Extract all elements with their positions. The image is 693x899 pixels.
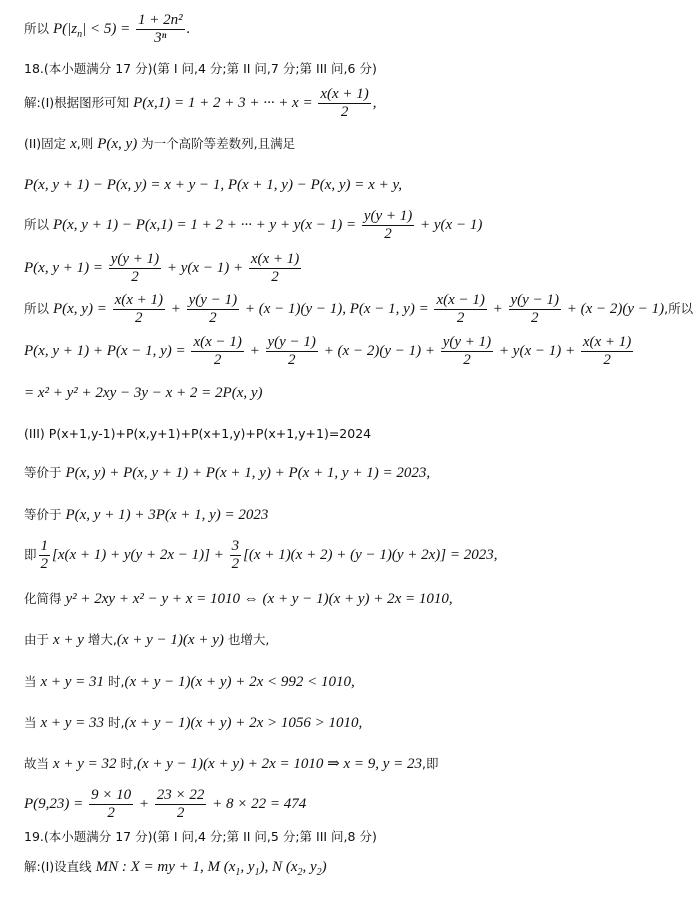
math-run: + <box>245 343 264 360</box>
math-run: P(x, y + 1) − P(x, y) = x + y − 1, P(x + 1, y) − P(x, y) = x + y, <box>24 177 403 193</box>
fraction-denominator: 2 <box>213 352 222 369</box>
text-run: 19.(本小题满分 17 分)(第 I 问,4 分;第 II 问,5 分;第 III 问,8 分) <box>24 829 377 844</box>
text-run: 时, <box>116 756 137 771</box>
fraction-denominator: 2 <box>131 269 139 286</box>
fraction-denominator: 2 <box>603 352 611 369</box>
math-line <box>24 828 377 846</box>
math-run: (x + y − 1)(x + y) + 2x < 992 < 1010, <box>124 674 355 690</box>
fraction <box>318 86 370 122</box>
math-run: + (x − 2)(y − 1) <box>562 301 665 318</box>
text-run: 时, <box>104 674 125 689</box>
fraction-denominator: 2 <box>530 310 539 327</box>
fraction <box>441 334 493 370</box>
math-line <box>24 714 362 732</box>
math-line <box>24 384 263 402</box>
math-run: x <box>70 136 77 152</box>
math-run: P(x, y + 1) + 3P(x + 1, y) = 2023 <box>65 507 269 523</box>
math-run: , y <box>302 859 317 875</box>
math-run: + (x − 1)(y − 1), P(x − 1, y) = <box>241 301 433 318</box>
fraction-denominator: 2 <box>231 556 240 573</box>
fraction-numerator: 9 × 10 <box>89 787 133 805</box>
math-line <box>24 590 453 608</box>
fraction-numerator: y(y − 1) <box>187 292 239 310</box>
fraction <box>89 787 133 823</box>
math-line <box>24 755 439 773</box>
math-line <box>24 425 371 443</box>
fraction-denominator: 2 <box>40 556 49 573</box>
math-line <box>24 12 190 48</box>
fraction <box>434 292 486 328</box>
fraction <box>362 208 414 244</box>
subscript: 2 <box>316 867 322 878</box>
math-run: + <box>167 301 185 318</box>
math-run: + y(x − 1) + <box>163 260 247 277</box>
math-run: x + y <box>52 632 84 648</box>
text-run: 当 <box>24 674 41 689</box>
math-line <box>24 135 295 153</box>
math-line <box>24 208 482 244</box>
math-line <box>24 334 635 370</box>
fraction-numerator: y(y − 1) <box>266 334 318 352</box>
math-line <box>24 631 269 649</box>
math-line <box>24 86 377 122</box>
text-run: ,所以 <box>664 301 693 317</box>
fraction-denominator: 2 <box>135 310 143 327</box>
text-run: (II)固定 <box>24 136 71 151</box>
text-run: 为一个高阶等差数列,且满足 <box>137 136 296 151</box>
math-run: + <box>488 301 507 318</box>
math-run: , y <box>240 859 255 875</box>
fraction-numerator: y(y − 1) <box>509 292 561 310</box>
fraction-denominator: 2 <box>456 310 465 327</box>
fraction <box>109 251 161 287</box>
math-run: [x(x + 1) + y(y + 2x − 1)] + <box>52 547 228 564</box>
text-run: 所以 <box>24 21 53 37</box>
text-run: 也增大, <box>223 632 270 647</box>
math-run: = x² + y² + 2xy − 3y − x + 2 = 2P(x, y) <box>24 385 263 401</box>
math-run: P(x, y) + P(x, y + 1) + P(x + 1, y) + P(x + 1, y + 1) = 2023, <box>65 465 431 481</box>
math-line <box>24 858 327 879</box>
fraction <box>509 292 561 328</box>
fraction <box>113 292 165 328</box>
fraction <box>136 12 185 48</box>
math-run: (x + y − 1)(x + y) <box>116 632 224 648</box>
math-run: P(x, y + 1) = <box>24 260 107 277</box>
fraction-denominator: 2 <box>176 805 185 822</box>
text-run: 由于 <box>24 632 53 647</box>
math-run: MN : X = my + 1, M (x <box>95 859 236 875</box>
text-run: 所以 <box>24 301 53 317</box>
math-run: P(x, y + 1) + P(x − 1, y) = <box>24 343 190 360</box>
fraction <box>249 251 301 287</box>
fraction-numerator: x(x − 1) <box>434 292 486 310</box>
math-run: x + y = 33 <box>40 715 105 731</box>
math-run: y² + 2xy + x² − y + x = 1010 ⇔ (x + y − 1)(x + y) + 2x = 1010, <box>65 591 453 607</box>
math-run: ) <box>321 859 327 875</box>
text-run: 18.(本小题满分 17 分)(第 I 问,4 分;第 II 问,7 分;第 III 问,6 分) <box>24 61 377 76</box>
fraction <box>155 787 207 823</box>
math-line <box>24 673 355 691</box>
fraction-denominator: 2 <box>340 104 349 121</box>
fraction-denominator: 2 <box>384 226 392 243</box>
fraction-numerator: y(y + 1) <box>109 251 161 269</box>
math-run: P(9,23) = <box>24 796 88 813</box>
text-run: 解:(I)根据图形可知 <box>24 95 134 111</box>
fraction-denominator: 2 <box>209 310 217 327</box>
math-run: ), N (x <box>259 859 298 875</box>
fraction-denominator: 2 <box>287 352 296 369</box>
fraction <box>187 292 239 328</box>
text-run: ,即 <box>422 756 439 771</box>
math-line <box>24 176 402 194</box>
subscript: 1 <box>235 867 241 878</box>
math-run: (x + y − 1)(x + y) + 2x > 1056 > 1010, <box>124 715 363 731</box>
text-run: 当 <box>24 715 41 730</box>
fraction <box>191 334 243 370</box>
math-run: + y(x − 1) <box>416 217 483 234</box>
fraction-numerator: 23 × 22 <box>155 787 207 805</box>
text-run: ,则 <box>76 136 98 151</box>
text-run: 所以 <box>24 217 53 233</box>
math-run: P(|z <box>52 21 78 38</box>
text-run: 解:(I)设直线 <box>24 859 96 874</box>
fraction-numerator: x(x + 1) <box>249 251 301 269</box>
math-line <box>24 538 498 574</box>
fraction-numerator: x(x + 1) <box>581 334 633 352</box>
math-run: | < 5) = <box>82 21 134 38</box>
text-run: 时, <box>104 715 125 730</box>
math-line <box>24 506 268 524</box>
math-line <box>24 292 693 328</box>
math-run: + (x − 2)(y − 1) + <box>319 343 439 360</box>
math-run: P(x, y) <box>97 136 138 152</box>
math-run: + y(x − 1) + <box>495 343 579 360</box>
fraction <box>581 334 633 370</box>
fraction-numerator: x(x − 1) <box>191 334 243 352</box>
text-run: 故当 <box>24 756 53 771</box>
fraction-numerator: x(x + 1) <box>318 86 370 104</box>
fraction-numerator: 1 <box>39 538 51 556</box>
math-run: [(x + 1)(x + 2) + (y − 1)(y + 2x)] = 2023, <box>243 547 498 564</box>
text-run: 等价于 <box>24 465 66 480</box>
fraction-denominator: 2 <box>107 805 115 822</box>
fraction-numerator: x(x + 1) <box>113 292 165 310</box>
subscript: 2 <box>297 867 303 878</box>
math-run: + <box>135 796 153 813</box>
math-line <box>24 60 377 78</box>
math-run: + 8 × 22 = 474 <box>208 796 307 813</box>
math-run: (x + y − 1)(x + y) + 2x = 1010 ⇒ x = 9, y = 23 <box>137 756 423 772</box>
fraction <box>39 538 51 574</box>
fraction-numerator: y(y + 1) <box>441 334 493 352</box>
math-run: x + y = 32 <box>52 756 117 772</box>
text-run: 增大, <box>83 632 117 647</box>
math-line <box>24 464 430 482</box>
fraction-denominator: 2 <box>271 269 279 286</box>
text-run: 等价于 <box>24 507 66 522</box>
fraction <box>230 538 242 574</box>
fraction-numerator: 1 + 2n² <box>136 12 185 30</box>
fraction-denominator: 3ⁿ <box>154 30 167 47</box>
text-run: 即 <box>24 547 37 563</box>
fraction-numerator: y(y + 1) <box>362 208 414 226</box>
math-run: x + y = 31 <box>40 674 105 690</box>
math-run: . <box>186 21 191 38</box>
text-run: (III) P(x+1,y-1)+P(x,y+1)+P(x+1,y)+P(x+1,y+1)=2024 <box>24 426 372 441</box>
math-line <box>24 251 303 287</box>
math-line <box>24 787 306 823</box>
math-run: P(x,1) = 1 + 2 + 3 + ··· + x = <box>133 95 317 112</box>
text-run: 化简得 <box>24 591 66 606</box>
subscript: 1 <box>254 867 260 878</box>
fraction-numerator: 3 <box>230 538 242 556</box>
fraction <box>266 334 318 370</box>
math-run: P(x, y) = <box>52 301 111 318</box>
math-run: P(x, y + 1) − P(x,1) = 1 + 2 + ··· + y + y(x − 1) = <box>52 217 360 234</box>
fraction-denominator: 2 <box>463 352 471 369</box>
subscript: n <box>77 29 83 41</box>
math-run: , <box>372 95 377 112</box>
